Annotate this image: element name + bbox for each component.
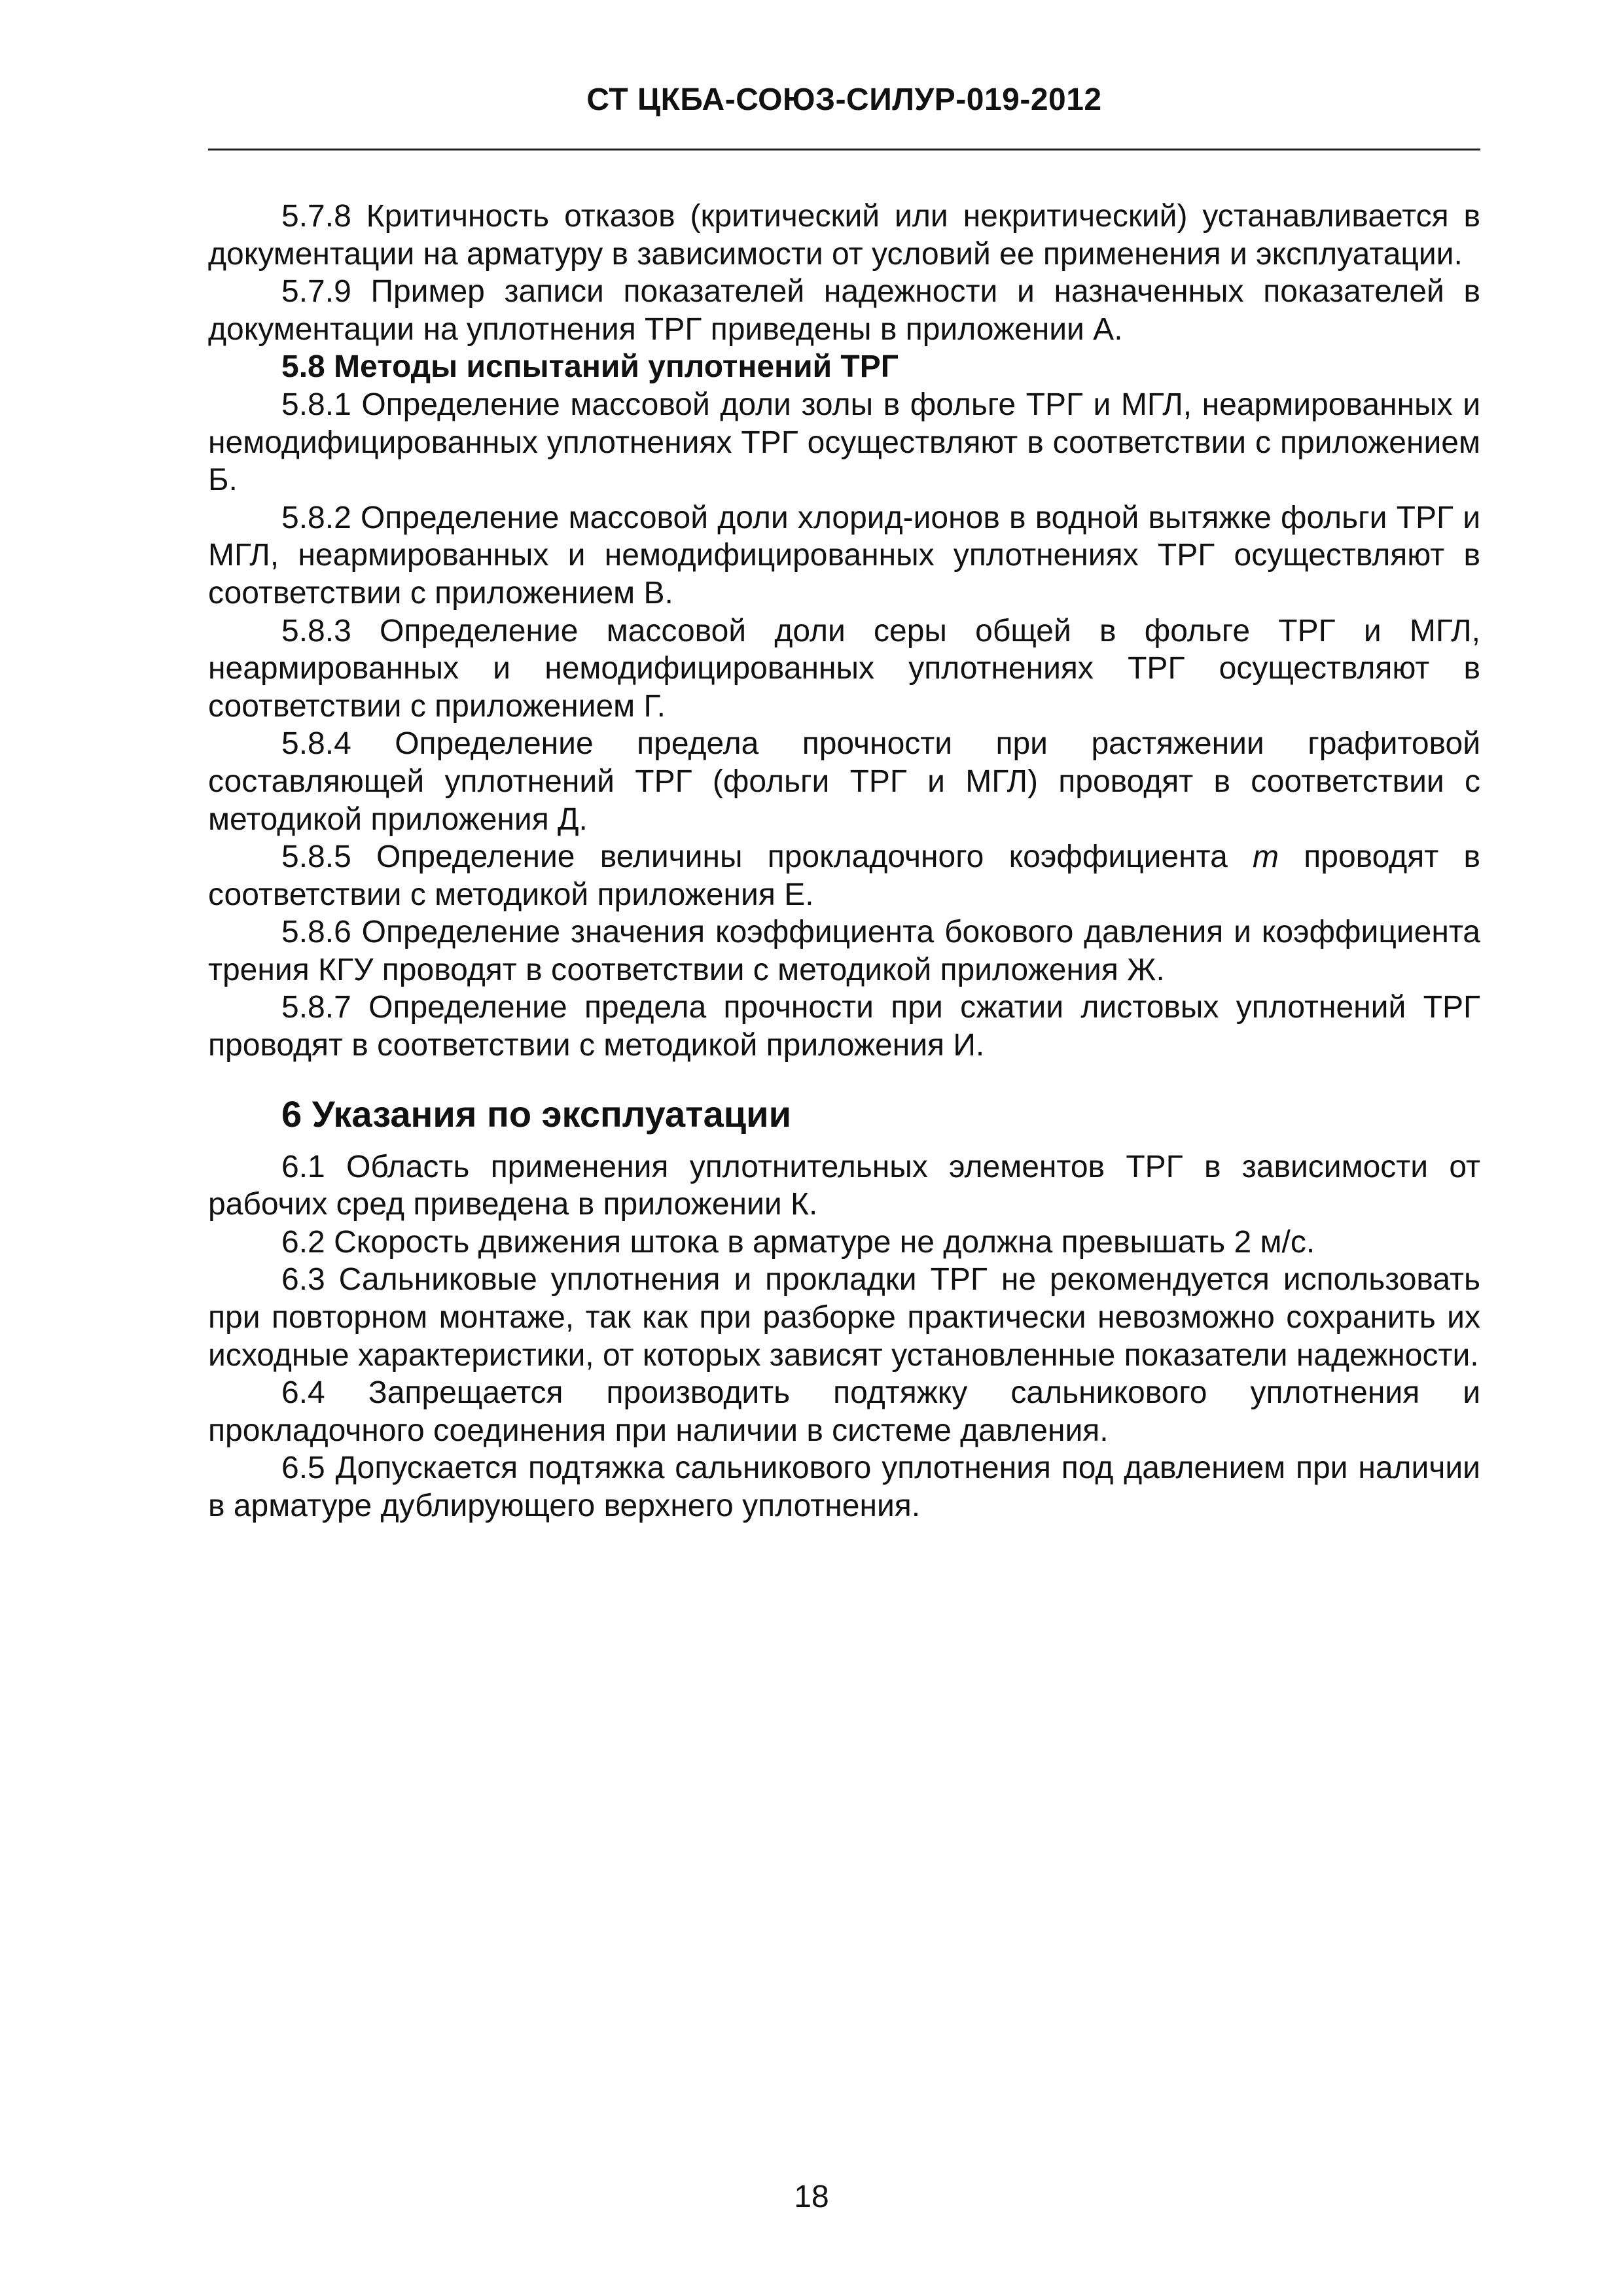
paragraph-5-8-4: 5.8.4 Определение предела прочности при растяжении графитовой составляющей уплотнений ТРГ (фольги ТРГ и МГЛ) проводят в соответствии с методикой приложения Д. xyxy=(208,726,1480,837)
page-number: 18 xyxy=(794,2180,829,2214)
paragraph-5-7-9: 5.7.9 Пример записи показателей надежности и назначенных показателей в документации на уплотнения ТРГ приведены в приложении А. xyxy=(208,274,1480,347)
paragraph-6-4: 6.4 Запрещается производить подтяжку сальникового уплотнения и прокладочного соединения при наличии в системе давления. xyxy=(208,1375,1480,1448)
paragraph-6-3: 6.3 Сальниковые уплотнения и прокладки ТРГ не рекомендуется использовать при повторном монтаже, так как при разборке практически невозможно сохранить их исходные характеристики, от которых зависят установленные показатели надежности. xyxy=(208,1262,1480,1373)
header-divider xyxy=(208,149,1480,150)
paragraph-5-8-5-part2: проводят в соответствии с методикой приложения Е. xyxy=(208,839,1481,912)
paragraph-5-8-7: 5.8.7 Определение предела прочности при сжатии листовых уплотнений ТРГ проводят в соответствии с методикой приложения И. xyxy=(208,990,1480,1063)
paragraph-6-1: 6.1 Область применения уплотнительных элементов ТРГ в зависимости от рабочих сред приведена в приложении К. xyxy=(208,1149,1480,1222)
paragraph-5-7-8: 5.7.8 Критичность отказов (критический или некритический) устанавливается в документации на арматуру в зависимости от условий ее применения и эксплуатации. xyxy=(208,199,1480,272)
paragraph-6-5: 6.5 Допускается подтяжка сальникового уплотнения под давлением при наличии в арматуре дублирующего верхнего уплотнения. xyxy=(208,1451,1480,1523)
section-heading-6: 6 Указания по эксплуатации xyxy=(281,1093,791,1135)
subsection-heading-5-8: 5.8 Методы испытаний уплотнений ТРГ xyxy=(281,349,899,385)
coefficient-symbol: m xyxy=(1253,839,1279,875)
paragraph-5-8-5 xyxy=(208,838,1480,913)
document-code-header: СТ ЦКБА-СОЮЗ-СИЛУР-019-2012 xyxy=(586,82,1102,117)
paragraph-5-8-3: 5.8.3 Определение массовой доли серы общей в фольге ТРГ и МГЛ, неармированных и немодифицированных уплотнениях ТРГ осуществляют в соответствии с приложением Г. xyxy=(208,613,1480,724)
paragraph-6-2: 6.2 Скорость движения штока в арматуре не должна превышать 2 м/с. xyxy=(281,1224,1315,1260)
paragraph-5-8-1: 5.8.1 Определение массовой доли золы в фольге ТРГ и МГЛ, неармированных и немодифицированных уплотнениях ТРГ осуществляют в соответствии с приложением Б. xyxy=(208,387,1480,498)
paragraph-5-8-2: 5.8.2 Определение массовой доли хлорид-ионов в водной вытяжке фольги ТРГ и МГЛ, неармированных и немодифицированных уплотнениях ТРГ осуществляют в соответствии с приложением В. xyxy=(208,500,1480,610)
document-body xyxy=(208,198,1480,1525)
paragraph-5-8-6: 5.8.6 Определение значения коэффициента бокового давления и коэффициента трения КГУ проводят в соответствии с методикой приложения Ж. xyxy=(208,915,1480,987)
paragraph-5-8-5-part1: 5.8.5 Определение величины прокладочного коэффициента xyxy=(281,839,1253,875)
